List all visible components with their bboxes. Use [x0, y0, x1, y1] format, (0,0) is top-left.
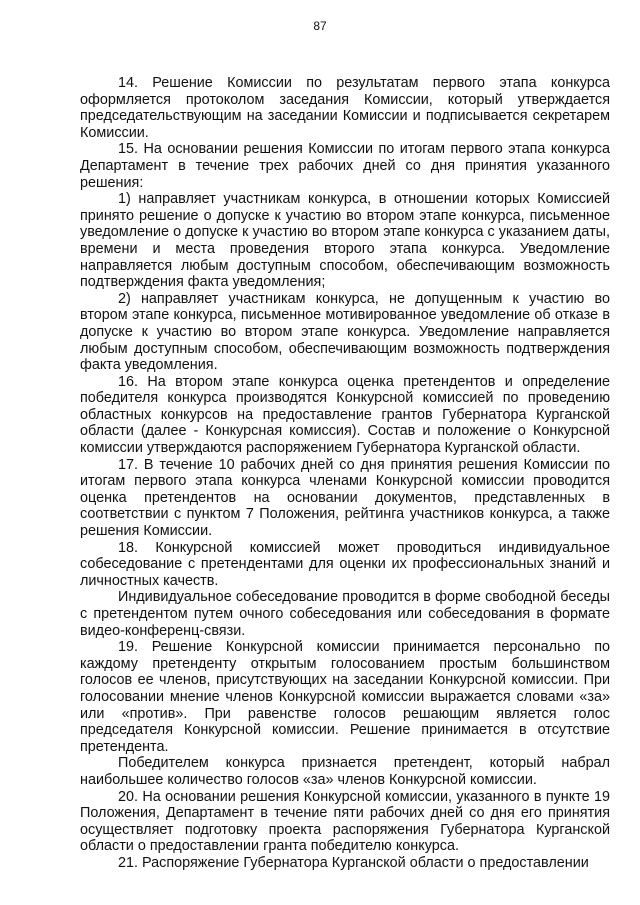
paragraph-19-winner: Победителем конкурса признается претендент, который набрал наибольшее количество голосов «за» членов Конкурсной комиссии. [80, 755, 610, 788]
document-body [80, 75, 610, 872]
paragraph-15-item-2: 2) направляет участникам конкурса, не допущенным к участию во втором этапе конкурса, письменное мотивированное уведомление об отказе в допуске к участию во втором этапе конкурса. Уведомление направляется любым доступным способом, обеспечивающим возможность подтверждения факта уведомления. [80, 290, 610, 374]
paragraph-20: 20. На основании решения Конкурсной комиссии, указанного в пункте 19 Положения, Департамент в течение пяти рабочих дней со дня его принятия осуществляет подготовку проекта распоряжения Губернатора Курганской области о предоставлении гранта победителю конкурса. [80, 788, 610, 855]
paragraph-15: 15. На основании решения Комиссии по итогам первого этапа конкурса Департамент в течение трех рабочих дней со дня принятия указанного решения: [80, 141, 610, 191]
paragraph-15-item-1: 1) направляет участникам конкурса, в отношении которых Комиссией принято решение о допуске к участию во втором этапе конкурса, письменное уведомление о допуске к участию во втором этапе конкурса с указанием даты, времени и места проведения второго этапа конкурса. Уведомление направляется любым доступным способом, обеспечивающим возможность подтверждения факта уведомления; [80, 191, 610, 291]
paragraph-16: 16. На втором этапе конкурса оценка претендентов и определение победителя конкурса производятся Конкурсной комиссией по проведению областных конкурсов на предоставление грантов Губернатора Курганской области (далее - Конкурсная комиссия). Состав и положение о Конкурсной комиссии утверждаются распоряжением Губернатора Курганской области. [80, 373, 610, 457]
paragraph-18-interview: Индивидуальное собеседование проводится в форме свободной беседы с претендентом путем очного собеседования или собеседования в формате видео-конференц-связи. [80, 589, 610, 639]
page-number: 87 [313, 19, 327, 33]
paragraph-21: 21. Распоряжение Губернатора Курганской области о предоставлении [118, 854, 589, 871]
paragraph-19: 19. Решение Конкурсной комиссии принимается персонально по каждому претенденту открытым голосованием простым большинством голосов ее членов, присутствующих на заседании Конкурсной комиссии. При голосовании мнение членов Конкурсной комиссии выражается словами «за» или «против». При равенстве голосов решающим является голос председателя Конкурсной комиссии. Решение принимается в отсутствие претендента. [80, 639, 610, 755]
paragraph-14: 14. Решение Комиссии по результатам первого этапа конкурса оформляется протоколом заседания Комиссии, который утверждается председательствующим на заседании Комиссии и подписывается секретарем Комиссии. [80, 75, 610, 141]
paragraph-17: 17. В течение 10 рабочих дней со дня принятия решения Комиссии по итогам первого этапа конкурса членами Конкурсной комиссии проводится оценка претендентов на основании документов, представленных в соответствии с пунктом 7 Положения, рейтинга участников конкурса, а также решения Комиссии. [80, 456, 610, 540]
paragraph-18: 18. Конкурсной комиссией может проводиться индивидуальное собеседование с претендентами для оценки их профессиональных знаний и личностных качеств. [80, 539, 610, 589]
